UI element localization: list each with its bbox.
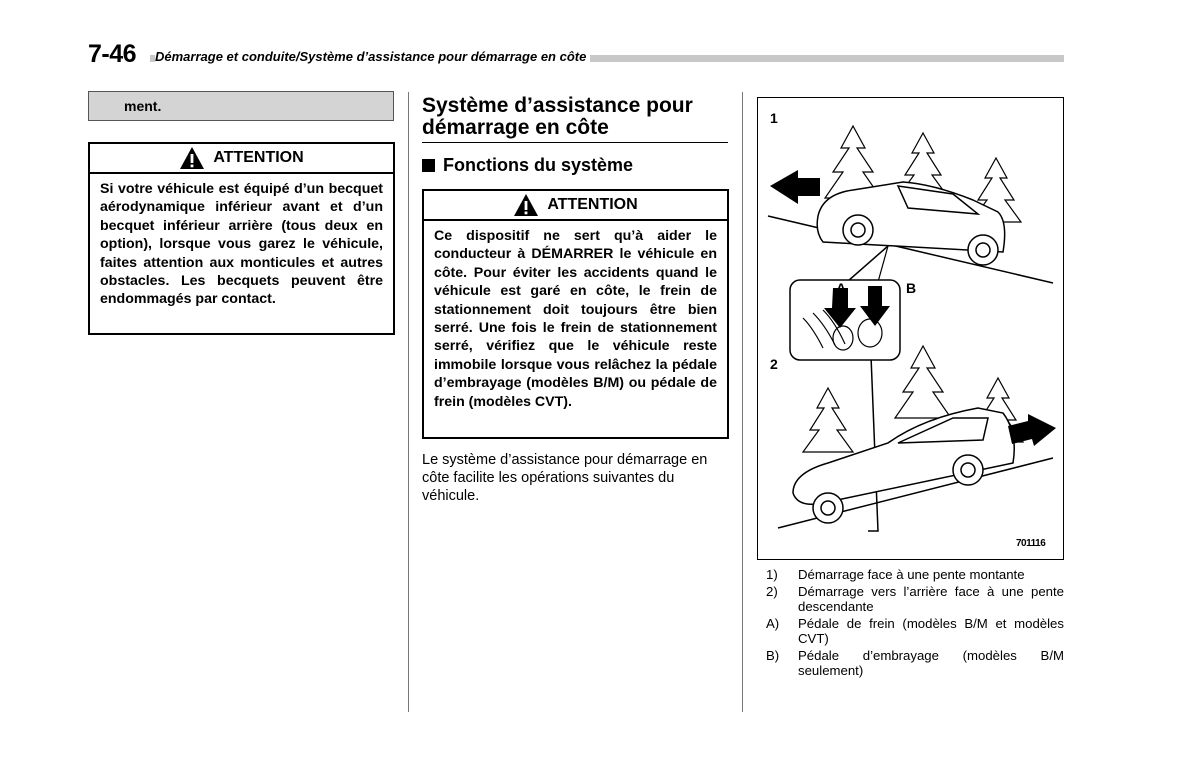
warning-heading-text: ATTENTION <box>213 149 304 166</box>
figure-label-b: B <box>906 280 917 296</box>
hill-start-illustration <box>758 98 1063 559</box>
direction-arrow-icon <box>770 170 820 204</box>
section-title: Système d’assistance pour démarrage en côte <box>422 94 693 139</box>
warning-body-middle <box>422 221 729 439</box>
illustration <box>757 97 1064 560</box>
warning-body-left <box>88 174 395 335</box>
warning-text: Ce dispositif ne sert qu’à aider le conducteur à DÉMARRER le véhicule en côte. Pour éviter les accidents quand le véhicule est garé en côte, le frein de stationnement doit toujours être bien serré. Une fois le frein de stationnement serré, vérifiez que le véhicule reste immobile lorsque vous relâchez la pédale d’embrayage (modèles B/M) ou pédale de frein (modèles CVT). <box>434 228 717 410</box>
subsection-title <box>422 155 633 176</box>
legend-key: 1) <box>766 567 778 582</box>
column-divider-left <box>408 92 409 712</box>
figure-label-2: 2 <box>770 356 778 372</box>
legend-item <box>766 648 1064 678</box>
legend-key: B) <box>766 648 780 663</box>
column-divider-right <box>742 92 743 712</box>
continued-text: ment. <box>124 98 162 114</box>
legend-item <box>766 584 1064 614</box>
continued-text-box <box>88 91 394 121</box>
figure-label-1: 1 <box>770 110 778 126</box>
section-rule <box>422 142 728 143</box>
warning-triangle-icon <box>179 146 205 170</box>
warning-heading-text: ATTENTION <box>547 196 638 213</box>
warning-triangle-icon <box>513 193 539 217</box>
legend-text: Démarrage face à une pente montante <box>798 567 1025 582</box>
page-number: 7-46 <box>88 40 137 68</box>
legend-item <box>766 567 1064 582</box>
legend-text: Pédale d’embrayage (modèles B/M seulement) <box>798 648 1064 678</box>
warning-text: Si votre véhicule est équipé d’un becquet aérodynamique inférieur avant et d’un becquet inférieur arrière (tous deux en option), lorsque vous garez le véhicule, faites attention aux monticules et autres obstacles. Les becquets peuvent être endommagés par contact. <box>100 181 383 308</box>
subsection-title-text: Fonctions du système <box>443 155 634 175</box>
legend-key: A) <box>766 616 780 631</box>
square-bullet-icon <box>422 159 435 172</box>
body-paragraph: Le système d’assistance pour démarrage en côte facilite les opérations suivantes du véhicule. <box>422 452 708 504</box>
figure-legend <box>766 567 1064 680</box>
legend-key: 2) <box>766 584 778 599</box>
legend-text: Démarrage vers l’arrière face à une pente descendante <box>798 584 1064 614</box>
figure-label-a: A <box>836 280 847 296</box>
figure-code: 701116 <box>1016 538 1046 549</box>
warning-heading-middle <box>422 189 729 221</box>
warning-heading-left <box>88 142 395 174</box>
header-title: Démarrage et conduite/Système d’assistance pour démarrage en côte <box>155 49 590 64</box>
legend-item <box>766 616 1064 646</box>
legend-text: Pédale de frein (modèles B/M et modèles CVT) <box>798 616 1064 646</box>
